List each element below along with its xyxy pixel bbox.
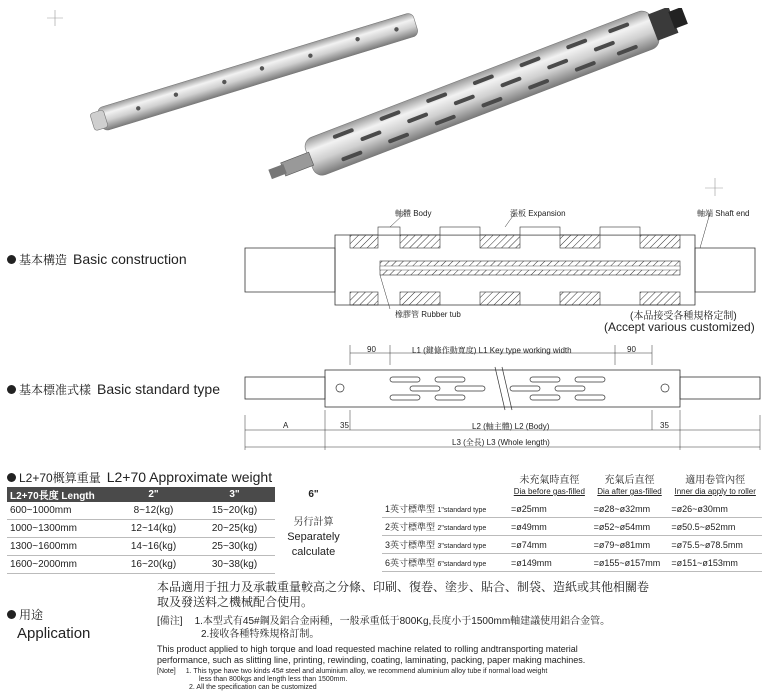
application-title-en: Application [17, 625, 91, 642]
note-cn-1: 1.本型式有45#鋼及鋁合金兩種，一般承重低于800Kg,長度小于1500mm軸建議使用鋁合金管。 [194, 616, 611, 627]
cell-3in: 15~20(kg) [194, 502, 275, 520]
construction-title: 基本構造 Basic construction [7, 251, 187, 268]
cell-type [382, 500, 508, 518]
weight-title: L2+70概算重量 L2+70 Approximate weight [7, 469, 272, 486]
cell-type [382, 554, 508, 572]
note-en-2: 2. All the specification can be customized [189, 684, 317, 691]
large-shaft-image [263, 8, 692, 193]
weight-table-header [7, 487, 352, 502]
cell-after: =ø28~ø32mm [591, 500, 669, 518]
cell-after: =ø155~ø157mm [591, 554, 669, 572]
cell-length: 1000~1300mm [7, 520, 113, 538]
l3-label: L3 (全長) L3 (Whole length) [452, 438, 550, 447]
cell-2in: 12~14(kg) [113, 520, 194, 538]
dim-35-right: 35 [660, 421, 669, 430]
dim-35-left: 35 [340, 421, 349, 430]
cell-2in: 8~12(kg) [113, 502, 194, 520]
desc-cn-line2: 取及發送料之機械配合使用。 [157, 595, 314, 609]
table-row [7, 502, 352, 520]
cell-inner: =ø50.5~ø52mm [668, 518, 762, 536]
application-title-cn: 用途 [19, 608, 44, 622]
note-cn-2: 2.接收各種特殊規格訂制。 [201, 629, 320, 640]
spec-table [382, 475, 762, 572]
cell-inner: =ø151~ø153mm [668, 554, 762, 572]
cell-2in: 14~16(kg) [113, 538, 194, 556]
cell-after: =ø79~ø81mm [591, 536, 669, 554]
spec-header-blank [382, 475, 508, 500]
col-6in: 6" [275, 487, 352, 502]
note-en-1: 1. This type have two kinds 45# steel and aluminium alloy, we recommend aluminium alloy tube if normal load weight [185, 668, 548, 675]
col-before [508, 475, 591, 500]
cell-before: =ø74mm [508, 536, 591, 554]
col-2in: 2" [113, 487, 194, 502]
product-photo [45, 8, 725, 198]
cell-after: =ø52~ø54mm [591, 518, 669, 536]
bullet-icon [7, 255, 16, 264]
application-note-en [157, 668, 547, 692]
cell-before: =ø49mm [508, 518, 591, 536]
cell-inner: =ø75.5~ø78.5mm [668, 536, 762, 554]
cell-3in: 25~30(kg) [194, 538, 275, 556]
type-cn: 2英寸標準型 [385, 522, 436, 532]
label-rubber-tub: 橡膠管 Rubber tub [395, 310, 461, 319]
label-body: 軸體 Body [395, 209, 432, 218]
desc-cn-line1: 本品適用于扭力及承載重量較高之分條、印刷、復卷、塗步、貼合、制袋、造紙或其他相關卷 [157, 580, 650, 594]
table-row [382, 500, 762, 518]
customized-note-cn: (本品接受各種規格定制) [630, 311, 737, 322]
col-3in: 3" [194, 487, 275, 502]
cell-length: 1300~1600mm [7, 538, 113, 556]
type-en: 3"standard type [437, 543, 487, 550]
type-cn: 1英寸標準型 [385, 504, 436, 514]
l1-label: L1 (鍵條作動寬度) L1 Key type working width [412, 346, 572, 355]
l2-label: L2 (軸主體) L2 (Body) [472, 422, 550, 431]
cell-before: =ø25mm [508, 500, 591, 518]
cell-inner: =ø26~ø30mm [668, 500, 762, 518]
cell-3in: 20~25(kg) [194, 520, 275, 538]
cell-3in: 30~38(kg) [194, 556, 275, 574]
col-after-en: Dia after gas-filled [597, 487, 662, 496]
type-cn: 3英寸標準型 [385, 540, 436, 550]
col-after-cn: 充氣后直徑 [604, 475, 655, 486]
type-cn: 6英寸標準型 [385, 558, 436, 568]
weight-table [7, 487, 352, 574]
customized-note-en: (Accept various customized) [604, 320, 755, 334]
application-note-cn [157, 615, 610, 641]
table-row [382, 554, 762, 572]
construction-diagram [240, 205, 760, 310]
cell-length: 1600~2000mm [7, 556, 113, 574]
cell-length: 600~1000mm [7, 502, 113, 520]
table-row [382, 536, 762, 554]
bullet-icon [7, 473, 16, 482]
label-shaft-end: 軸端 Shaft end [697, 209, 750, 218]
desc-en-line1: This product applied to high torque and load requested machine related to rolling andtransporting material [157, 644, 578, 654]
bullet-icon [7, 385, 16, 394]
bullet-icon [7, 610, 16, 619]
cell-2in: 16~20(kg) [113, 556, 194, 574]
standard-title: 基本標准式樣 Basic standard type [7, 381, 220, 398]
type-en: 2"standard type [437, 525, 487, 532]
six-inch-en1: Separately [287, 531, 340, 544]
note-en-label: [Note] [157, 668, 176, 675]
col-length: L2+70長度 Length [7, 487, 113, 502]
six-inch-en2: calculate [291, 546, 336, 559]
label-expansion: 漲板 Expansion [510, 209, 566, 218]
cell-before: =ø149mm [508, 554, 591, 572]
cell-type [382, 536, 508, 554]
col-before-en: Dia before gas-filled [513, 487, 585, 496]
dim-90-right: 90 [627, 345, 636, 354]
col-inner-en: Inner dia apply to roller [674, 487, 756, 496]
dim-a: A [283, 421, 289, 430]
note-en-1b: less than 800kgs and length less than 1500mm. [199, 676, 348, 683]
note-cn-label: [備注] [157, 616, 183, 627]
application-desc-cn [157, 580, 649, 610]
col-after [591, 475, 669, 500]
col-before-cn: 未充氣時直徑 [519, 475, 580, 486]
col-inner-cn: 適用卷管內徑 [685, 475, 746, 486]
cell-6in-separate [275, 502, 352, 574]
type-en: 6"standard type [437, 561, 487, 568]
cell-type [382, 518, 508, 536]
desc-en-line2: performance, such as slitting line, printing, rewinding, coating, laminating, packing, paper making machines. [157, 655, 586, 665]
six-inch-cn: 另行計算 [293, 517, 334, 529]
col-inner [668, 475, 762, 500]
table-row [382, 518, 762, 536]
spec-table-header [382, 475, 762, 500]
application-desc-en [157, 644, 585, 666]
application-title [7, 606, 90, 642]
type-en: 1"standard type [437, 507, 487, 514]
dim-90-left: 90 [367, 345, 376, 354]
